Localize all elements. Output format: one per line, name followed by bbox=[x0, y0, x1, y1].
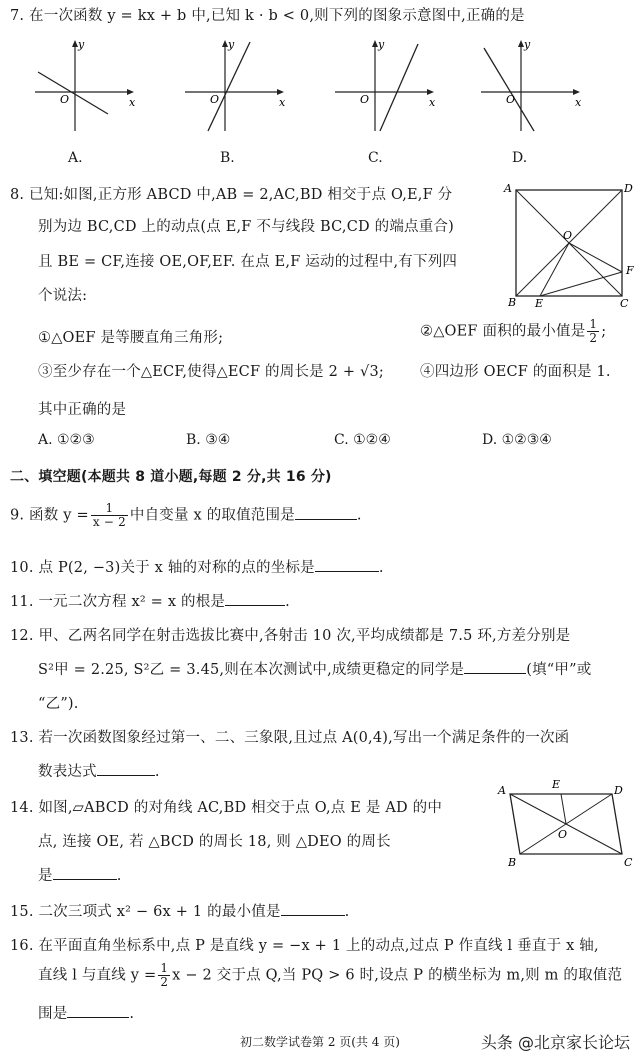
page-footer: 初二数学试卷第 2 页(共 4 页) bbox=[240, 1035, 400, 1049]
q8-statement-1: ①△OEF 是等腰直角三角形; bbox=[38, 330, 224, 346]
q14-line-2: 点, 连接 OE, 若 △BCD 的周长 18, 则 △DEO 的周长 bbox=[38, 834, 391, 850]
q7-graph-a bbox=[30, 36, 140, 136]
q16-line-1: 16. 在平面直角坐标系中,点 P 是直线 y = −x + 1 上的动点,过点 P 作直线 l 垂直于 x 轴, bbox=[10, 938, 599, 954]
svg-text:E: E bbox=[535, 297, 544, 310]
svg-text:y: y bbox=[78, 38, 85, 51]
svg-text:A: A bbox=[498, 784, 506, 797]
q11-answer-blank bbox=[225, 591, 285, 606]
svg-text:y: y bbox=[378, 38, 385, 51]
q8-statement-4: ④四边形 OECF 的面积是 1. bbox=[420, 364, 611, 380]
section-2-heading: 二、填空题(本题共 8 道小题,每题 2 分,共 16 分) bbox=[10, 469, 332, 485]
q12-line-1: 12. 甲、乙两名同学在射击选拔比赛中,各射击 10 次,平均成绩都是 7.5 环,方差分别是 bbox=[10, 628, 571, 644]
q16-line-3: 围是 . bbox=[38, 1002, 134, 1023]
q8-line-1: 8. 已知:如图,正方形 ABCD 中,AB = 2,AC,BD 相交于点 O,E,F 分 bbox=[10, 187, 453, 203]
q7-option-b: B. bbox=[220, 150, 235, 166]
svg-text:O: O bbox=[563, 229, 573, 242]
svg-text:O: O bbox=[360, 93, 370, 106]
svg-text:y: y bbox=[228, 38, 235, 51]
q8-ask: 其中正确的是 bbox=[38, 402, 127, 418]
svg-text:O: O bbox=[60, 93, 70, 106]
svg-text:x: x bbox=[129, 96, 136, 109]
svg-text:C: C bbox=[624, 856, 633, 869]
q14-parallelogram-figure bbox=[496, 776, 640, 872]
svg-text:O: O bbox=[210, 93, 220, 106]
q7-option-d: D. bbox=[512, 150, 528, 166]
q13-answer-blank bbox=[97, 761, 155, 776]
q14-line-3: 是 . bbox=[38, 864, 122, 885]
q8-square-figure bbox=[500, 180, 640, 310]
svg-text:O: O bbox=[506, 93, 516, 106]
q8-line-4: 个说法: bbox=[38, 288, 88, 304]
svg-text:A: A bbox=[504, 182, 512, 195]
q9-answer-blank bbox=[295, 505, 357, 520]
q14-answer-blank bbox=[53, 865, 117, 880]
q15: 15. 二次三项式 x² − 6x + 1 的最小值是 . bbox=[10, 900, 349, 921]
svg-text:x: x bbox=[279, 96, 286, 109]
q7-option-c: C. bbox=[368, 150, 383, 166]
svg-text:B: B bbox=[508, 856, 517, 869]
q7-stem: 7. 在一次函数 y = kx + b 中,已知 k · b < 0,则下列的图象示意图中,正确的是 bbox=[10, 8, 525, 24]
q12-line-3: “乙”). bbox=[38, 696, 79, 712]
q13-line-2: 数表达式 . bbox=[38, 760, 160, 781]
q7-graph-d bbox=[476, 36, 586, 136]
svg-text:O: O bbox=[558, 828, 568, 841]
q12-line-2: S²甲 = 2.25, S²乙 = 3.45,则在本次测试中,成绩更稳定的同学是 (填“甲”或 bbox=[38, 658, 591, 679]
q8-option-d: D. ①②③④ bbox=[482, 432, 552, 448]
svg-text:E: E bbox=[552, 778, 561, 791]
svg-text:D: D bbox=[614, 784, 623, 797]
q7-graph-c bbox=[330, 36, 440, 136]
q13-line-1: 13. 若一次函数图象经过第一、二、三象限,且过点 A(0,4),写出一个满足条件的一次函 bbox=[10, 730, 570, 746]
q8-option-c: C. ①②④ bbox=[334, 432, 391, 448]
q14-line-1: 14. 如图,▱ABCD 的对角线 AC,BD 相交于点 O,点 E 是 AD 的中 bbox=[10, 800, 443, 816]
q7-option-a: A. bbox=[68, 150, 83, 166]
q7-graph-b bbox=[180, 36, 290, 136]
q10: 10. 点 P(2, −3)关于 x 轴的对称的点的坐标是 . bbox=[10, 556, 384, 577]
q8-statement-2: ②△OEF 面积的最小值是 $\frac{1}{2}$ ; bbox=[420, 317, 607, 345]
q16-answer-blank bbox=[67, 1003, 129, 1018]
svg-text:x: x bbox=[575, 96, 582, 109]
q16-line-2: 直线 l 与直线 y = $\frac{1}{2}$ x − 2 交于点 Q,当 PQ > 6 时,设点 P 的横坐标为 m,则 m 的取值范 bbox=[38, 961, 623, 989]
q12-answer-blank bbox=[464, 659, 526, 674]
q8-statement-3: ③至少存在一个△ECF,使得△ECF 的周长是 2 + √3; bbox=[38, 364, 384, 380]
svg-text:C: C bbox=[620, 297, 629, 310]
svg-text:F: F bbox=[626, 264, 634, 277]
q8-line-3: 且 BE = CF,连接 OE,OF,EF. 在点 E,F 运动的过程中,有下列四 bbox=[38, 254, 458, 270]
svg-text:B: B bbox=[508, 296, 517, 309]
q11: 11. 一元二次方程 x² = x 的根是 . bbox=[10, 590, 290, 611]
q9: 9. 函数 y = $\frac{1}{x - 2}$ 中自变量 x 的取值范围是 . bbox=[10, 501, 362, 529]
svg-text:D: D bbox=[624, 182, 633, 195]
svg-text:y: y bbox=[524, 38, 531, 51]
q10-answer-blank bbox=[315, 557, 379, 572]
q8-option-a: A. ①②③ bbox=[38, 432, 95, 448]
watermark: 头条 @北京家长论坛 bbox=[480, 1033, 630, 1052]
q8-option-b: B. ③④ bbox=[186, 432, 231, 448]
svg-text:x: x bbox=[429, 96, 436, 109]
q15-answer-blank bbox=[281, 901, 345, 916]
q8-line-2: 别为边 BC,CD 上的动点(点 E,F 不与线段 BC,CD 的端点重合) bbox=[38, 219, 454, 235]
